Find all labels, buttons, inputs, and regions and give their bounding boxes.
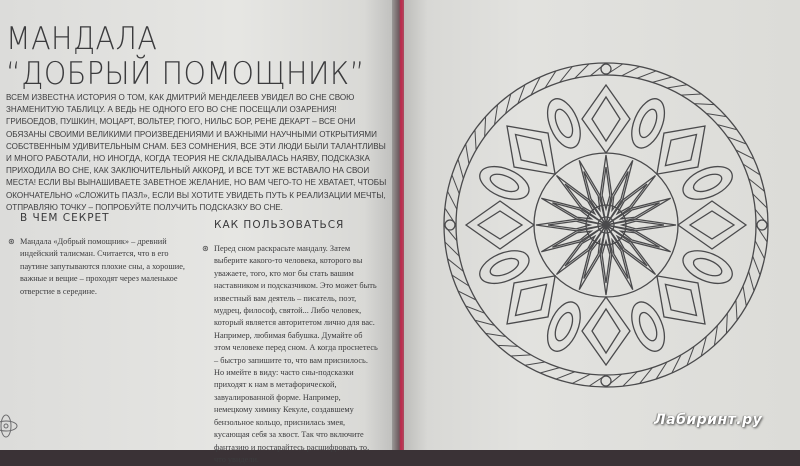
star-petal-inner <box>565 236 595 266</box>
inner-diamond <box>478 211 522 239</box>
inner-diamond <box>665 134 696 165</box>
petal-loop-inner <box>691 171 724 195</box>
bullet-icon: ⊛ <box>202 244 209 253</box>
rope-bead <box>601 376 611 386</box>
outer-diamond <box>657 276 705 324</box>
star-petal <box>606 219 676 231</box>
outer-diamond <box>507 126 555 174</box>
petal-loop-inner <box>552 107 576 140</box>
rope-bead <box>445 220 455 230</box>
petal-loop-inner <box>636 310 660 343</box>
outer-diamond <box>466 201 534 249</box>
star-petal <box>536 219 606 231</box>
rope-segment <box>572 374 590 383</box>
petal-loop <box>541 94 587 153</box>
rope-segment <box>749 271 754 291</box>
petal-loop-inner <box>488 255 521 279</box>
rope-segment <box>753 256 760 275</box>
petal-loop <box>678 160 737 206</box>
rope-segment <box>736 300 737 320</box>
inner-diamond <box>515 134 546 165</box>
bullet-icon: ⊛ <box>8 237 15 246</box>
petal-loop <box>625 297 671 356</box>
star-petal <box>600 225 612 295</box>
rope-segment <box>743 286 746 306</box>
star-petal <box>600 155 612 225</box>
rope-segment <box>755 241 764 259</box>
secret-paragraph: Мандала «Добрый помощник» – древний индейский талисман. Считается, что в его паутине запутываются плохие сны, а хорошие, важные и вещие – проходят через маленькое отверстие в середине. <box>20 237 185 296</box>
petal-loop-inner <box>691 255 724 279</box>
outer-diamond <box>657 126 705 174</box>
usage-paragraph: Перед сном раскрасьте мандалу. Затем выберите какого-то человека, которого вы уважаете, того, кто мог бы стать вашим наставником и подсказчиком. Это может быть известный вам деятель – писатель, поэт, мудрец, философ, святой... Либо человек, который является авторитетом лично для вас. Например, любимая бабушка. Думайте об этом человеке перед сном. А когда проснетесь – быстро запишите то, что вам приснилось. Но имейте в виду: часто сны-подсказки приходят к нам в метафорической, завуалированной форме. Например, немецкому химику Кекуле, создавшему бензольное кольцо, приснилась змея, кусающая себя за хвост. Так что включите фантазию и постарайтесь расшифровать то, что увидели. <box>214 244 378 464</box>
rope-segment <box>652 77 672 82</box>
rope-segment <box>726 313 727 333</box>
rope-segment <box>622 67 640 76</box>
usage-heading: КАК ПОЛЬЗОВАТЬСЯ <box>214 219 345 231</box>
petal-loop <box>475 244 534 290</box>
outer-diamond <box>582 85 630 153</box>
page-title <box>6 21 365 92</box>
rope-bead <box>601 64 611 74</box>
rope-segment <box>485 117 486 137</box>
mandala-illustration <box>441 60 771 390</box>
inner-diamond <box>592 97 620 141</box>
rope-segment <box>637 71 656 78</box>
petal-loop-inner <box>552 310 576 343</box>
rope-segment <box>540 368 560 373</box>
rope-segment <box>466 144 469 164</box>
outer-diamond <box>678 201 746 249</box>
inner-diamond <box>515 284 546 315</box>
rope-segment <box>475 130 476 150</box>
rope-segment <box>556 372 575 379</box>
petal-loop-inner <box>636 107 660 140</box>
secret-heading: В ЧЕМ СЕКРЕТ <box>20 212 110 224</box>
title-line-2: “ДОБРЫЙ ПОМОЩНИК” <box>6 56 365 92</box>
star-petal-inner <box>617 236 647 266</box>
rope-segment <box>667 85 687 88</box>
inner-diamond <box>690 211 734 239</box>
rope-segment <box>511 355 531 356</box>
inner-diamond <box>665 284 696 315</box>
petal-loop <box>625 94 671 153</box>
rope-segment <box>681 94 701 95</box>
watermark-logo: Лабиринт.ру <box>654 412 763 428</box>
rope-segment <box>525 362 545 365</box>
ornament-corner-icon <box>0 411 26 441</box>
rope-segment <box>498 345 518 346</box>
petal-loop-inner <box>488 171 521 195</box>
left-page <box>0 0 396 464</box>
outer-diamond <box>582 297 630 365</box>
star-petal-inner <box>617 184 647 214</box>
rope-segment <box>448 191 457 209</box>
petal-loop <box>541 297 587 356</box>
outer-diamond <box>507 276 555 324</box>
rope-segment <box>694 104 714 105</box>
rope-segment <box>458 159 463 179</box>
star-petal-inner <box>565 184 595 214</box>
rope-bead <box>757 220 767 230</box>
intro-paragraph: ВСЕМ ИЗВЕСТНА ИСТОРИЯ О ТОМ, КАК ДМИТРИЙ МЕНДЕЛЕЕВ УВИДЕЛ ВО СНЕ СВОЮ ЗНАМЕНИТУЮ ТАБЛИЦУ. А ВЕДЬ НЕ ОДНОГО ЕГО ВО СНЕ ПОСЕЩАЛИ ОЗАРЕНИЯ! ГРИБОЕДОВ, ПУШКИН, МОЦАРТ, ВОЛЬТЕР, ГЮГО, НИЛЬС БОР, РЕНЕ ДЕКАРТ – ВСЕ ОНИ ОБЯЗАНЫ СВОИМИ ВЕЛИКИМИ ПРОИЗВЕДЕНИЯМИ И ВАЖНЫМИ НАУЧНЫМИ ОТКРЫТИЯМИ СОБСТВЕННЫМ УДИВИТЕЛЬНЫМ СНАМ. БЕЗ СОМНЕНИЯ, ВСЕ ЭТИ ЛЮДИ БЫЛИ ТАЛАНТЛИВЫ И МНОГО РАБОТАЛИ, НО ИНОГДА, КОГДА ТЕОРИЯ НЕ СКЛАДЫВАЛАСЬ НАЯВУ, ПОДСКАЗКА ПРИХОДИЛА ВО СНЕ, КАК ЗАКЛЮЧИТЕЛЬНЫЙ АККОРД, И ВСЕ ТУТ ЖЕ ВСТАВАЛО НА СВОИ МЕСТА! ЕСЛИ ВЫ ВЫНАШИВАЕТЕ ЗАВЕТНОЕ ЖЕЛАНИЕ, НО ВАМ ЧЕГО-ТО НЕ ХВАТАЕТ, ЧТОБЫ ОКОНЧАТЕЛЬНО «СЛОЖИТЬ ПАЗЛ», ЕСЛИ ВЫ ХОТИТЕ УВИДЕТЬ ПУТЬ К РЕАЛИЗАЦИИ МЕЧТЫ, ОТПРАВЛЯЮ ТОЧКУ – ПОПРОБУЙТЕ ПОЛУЧИТЬ ПОДСКАЗКУ ВО СНЕ. <box>6 93 387 212</box>
petal-loop <box>678 244 737 290</box>
title-line-1: МАНДАЛА <box>6 21 158 57</box>
rope-segment <box>452 175 459 194</box>
petal-loop <box>475 160 534 206</box>
inner-diamond <box>592 309 620 353</box>
